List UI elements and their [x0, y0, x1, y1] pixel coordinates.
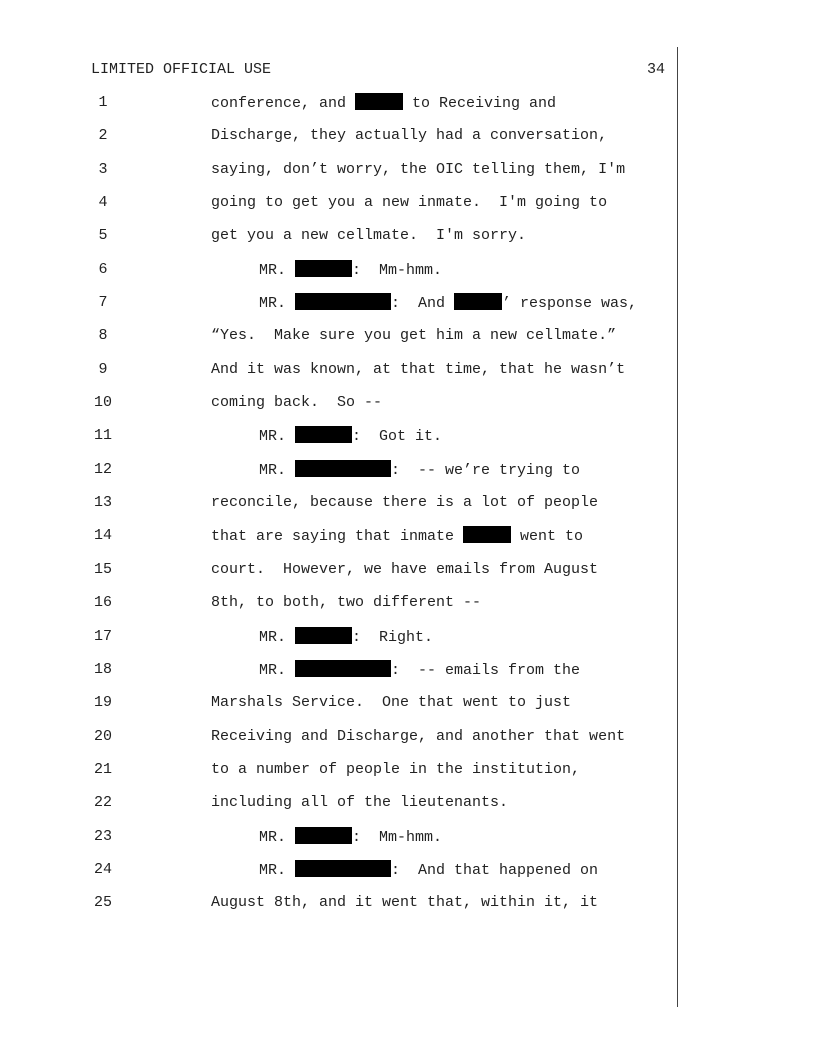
line-text: to a number of people in the institution, [211, 760, 581, 778]
transcript-line [0, 293, 676, 326]
transcript-line [0, 126, 676, 159]
classification-header: LIMITED OFFICIAL USE [91, 61, 272, 78]
transcript-line [0, 593, 676, 626]
line-text: that are saying that inmate went to [211, 528, 584, 546]
redaction-block [295, 660, 391, 677]
transcript-body [0, 93, 676, 927]
speaker-line: MR. : Right. [259, 628, 434, 646]
speaker-line: MR. : -- emails from the [259, 661, 581, 679]
right-margin-rule [677, 47, 678, 1007]
transcript-line [0, 560, 676, 593]
line-text: saying, don’t worry, the OIC telling them, I'm [211, 160, 626, 178]
transcript-line [0, 727, 676, 760]
line-number: 9 [98, 360, 108, 378]
speaker-line: MR. : And ’ response was, [259, 295, 638, 313]
redaction-block [355, 93, 403, 110]
transcript-line [0, 460, 676, 493]
line-text: Receiving and Discharge, and another that went [211, 727, 626, 745]
speaker-line: MR. : And that happened on [259, 861, 599, 879]
transcript-line [0, 827, 676, 860]
line-text: August 8th, and it went that, within it, it [211, 894, 599, 912]
transcript-line [0, 193, 676, 226]
transcript-line [0, 393, 676, 426]
line-number: 10 [93, 394, 112, 412]
line-number: 8 [98, 327, 108, 345]
redaction-block [295, 426, 352, 443]
page-number: 34 [647, 61, 666, 78]
line-number: 14 [93, 527, 112, 545]
line-number: 23 [93, 827, 112, 845]
line-number: 5 [98, 227, 108, 245]
transcript-line [0, 693, 676, 726]
transcript-line [0, 360, 676, 393]
transcript-line [0, 426, 676, 459]
line-number: 19 [93, 694, 112, 712]
line-number: 11 [93, 427, 112, 445]
line-number: 2 [98, 127, 108, 145]
transcript-line [0, 660, 676, 693]
line-number: 21 [93, 760, 112, 778]
transcript-line [0, 260, 676, 293]
line-text: coming back. So -- [211, 394, 383, 412]
speaker-line: MR. : Mm-hmm. [259, 261, 443, 279]
line-number: 3 [98, 160, 108, 178]
line-number: 15 [93, 560, 112, 578]
transcript-line [0, 793, 676, 826]
line-number: 18 [93, 660, 112, 678]
line-number: 25 [93, 894, 112, 912]
line-text: And it was known, at that time, that he wasn’t [211, 360, 626, 378]
transcript-line [0, 493, 676, 526]
speaker-line: MR. : Mm-hmm. [259, 828, 443, 846]
line-text: including all of the lieutenants. [211, 794, 509, 812]
redaction-block [295, 460, 391, 477]
line-number: 7 [98, 294, 108, 312]
redaction-block [295, 827, 352, 844]
line-text: 8th, to both, two different -- [211, 594, 482, 612]
line-number: 20 [93, 727, 112, 745]
line-number: 16 [93, 594, 112, 612]
transcript-line [0, 893, 676, 926]
transcript-line [0, 326, 676, 359]
transcript-line [0, 160, 676, 193]
transcript-line [0, 93, 676, 126]
line-number: 13 [93, 494, 112, 512]
line-text: going to get you a new inmate. I'm going to [211, 194, 608, 212]
transcript-line [0, 860, 676, 893]
line-text: conference, and to Receiving and [211, 95, 557, 112]
redaction-block [295, 860, 391, 877]
line-number: 1 [98, 94, 108, 111]
line-number: 6 [98, 260, 108, 278]
redaction-block [454, 293, 502, 310]
line-number: 24 [93, 860, 112, 878]
line-text: get you a new cellmate. I'm sorry. [211, 227, 527, 245]
line-number: 22 [93, 794, 112, 812]
speaker-line: MR. : Got it. [259, 428, 443, 446]
redaction-block [295, 627, 352, 644]
transcript-line [0, 627, 676, 660]
redaction-block [295, 260, 352, 277]
line-number: 12 [93, 460, 112, 478]
speaker-line: MR. : -- we’re trying to [259, 461, 581, 479]
line-number: 17 [93, 627, 112, 645]
transcript-line [0, 526, 676, 559]
transcript-line [0, 226, 676, 259]
redaction-block [463, 526, 511, 543]
line-text: “Yes. Make sure you get him a new cellmate.” [211, 327, 617, 345]
line-text: reconcile, because there is a lot of people [211, 494, 599, 512]
line-text: court. However, we have emails from August [211, 560, 599, 578]
line-text: Discharge, they actually had a conversation, [211, 127, 608, 145]
redaction-block [295, 293, 391, 310]
line-text: Marshals Service. One that went to just [211, 694, 572, 712]
transcript-line [0, 760, 676, 793]
line-number: 4 [98, 194, 108, 212]
